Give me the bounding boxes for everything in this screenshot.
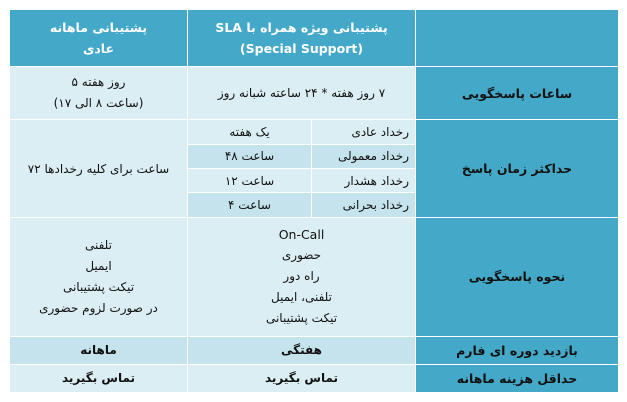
support-plans-comparison-table xyxy=(9,9,619,393)
visit-row-label: بازدید دوره ای فارم xyxy=(416,337,619,364)
standard-plan-header xyxy=(10,10,188,67)
method-row xyxy=(10,217,619,337)
visit-standard-cell: ماهانه xyxy=(10,337,188,364)
method-standard-item: در صورت لزوم حضوری xyxy=(39,300,158,315)
response-sla-time: ۱۲ ساعت xyxy=(188,169,312,193)
response-standard-cell: ۷۲ ساعت برای کلیه رخدادها xyxy=(10,120,188,217)
cost-row-label: حداقل هزینه ماهانه xyxy=(416,364,619,392)
visit-sla-cell: هفتگی xyxy=(188,337,416,364)
response-sla-time: یک هفته xyxy=(188,120,312,144)
hours-standard-time: (ساعت ۸ الی ۱۷) xyxy=(53,96,144,111)
visit-row xyxy=(10,337,619,364)
response-sla-type: رخداد هشدار xyxy=(312,169,416,193)
hours-standard-days: ۵ روز هفته xyxy=(71,75,126,90)
hours-standard-cell xyxy=(10,66,188,120)
method-sla-item: حضوری xyxy=(281,248,322,263)
cost-sla-cell: تماس بگیرید xyxy=(188,364,416,392)
method-sla-cell xyxy=(188,217,416,337)
response-time-row-1 xyxy=(10,120,619,144)
response-sla-time: ۴۸ ساعت xyxy=(188,144,312,168)
cost-standard-cell: تماس بگیرید xyxy=(10,364,188,392)
response-sla-type: رخداد معمولی xyxy=(312,144,416,168)
method-sla-item: On-Call xyxy=(278,227,325,243)
response-sla-type: رخداد بحرانی xyxy=(312,193,416,217)
method-standard-item: تیکت پشتیبانی xyxy=(62,279,135,294)
header-corner-cell xyxy=(416,10,619,67)
hours-row xyxy=(10,66,619,120)
cost-row xyxy=(10,364,619,392)
sla-plan-title: پشتیبانی ویژه همراه با SLA xyxy=(215,19,388,35)
method-standard-item: ایمیل xyxy=(85,258,112,273)
hours-sla-cell: ۷ روز هفته * ۲۴ ساعته شبانه روز xyxy=(188,66,416,120)
standard-plan-title: پشتیبانی ماهانه xyxy=(49,19,148,35)
method-sla-item: راه دور xyxy=(283,269,320,284)
method-standard-cell xyxy=(10,217,188,337)
header-row xyxy=(10,10,619,67)
sla-plan-header xyxy=(188,10,416,67)
standard-plan-subtitle: عادی xyxy=(82,40,115,56)
method-row-label: نحوه پاسخگویی xyxy=(416,217,619,337)
sla-plan-subtitle: (Special Support) xyxy=(239,40,364,56)
method-sla-item: تلفنی، ایمیل xyxy=(270,290,332,305)
response-sla-time: ۴ ساعت xyxy=(188,193,312,217)
method-sla-item: تیکت پشتیبانی xyxy=(265,311,338,326)
hours-row-label: ساعات پاسخگویی xyxy=(416,66,619,120)
method-standard-item: تلفنی xyxy=(84,237,112,252)
response-sla-type: رخداد عادی xyxy=(312,120,416,144)
response-time-row-label: حداکثر زمان پاسخ xyxy=(416,120,619,217)
